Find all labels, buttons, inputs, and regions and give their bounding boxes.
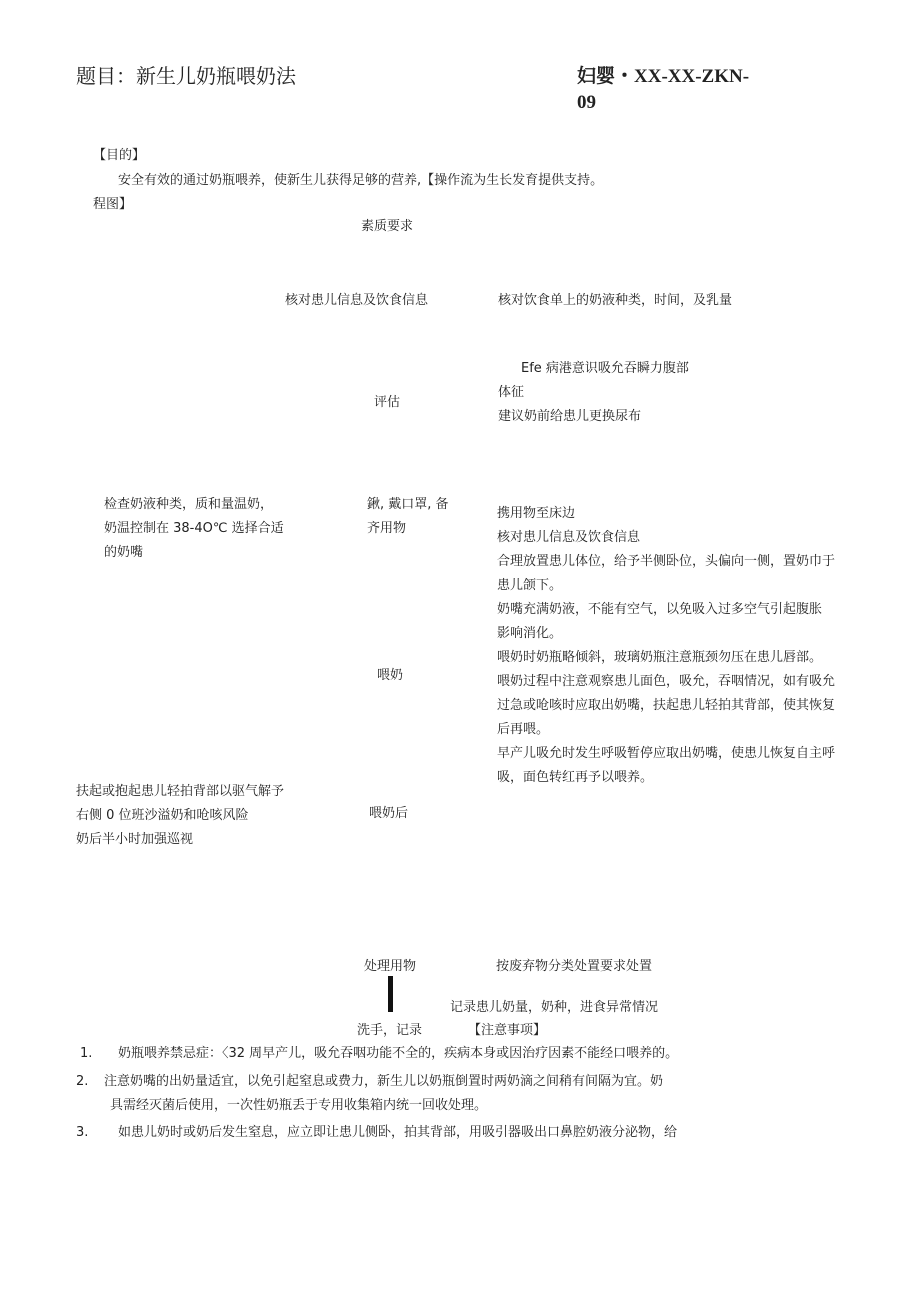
note-text: 奶瓶喂养禁忌症：〈32 周早产儿，吸允吞咽功能不全的，疾病本身或因治疗因素不能经口喂养的。 — [118, 1046, 679, 1061]
assess-detail-line: 体征 — [498, 385, 525, 400]
feed-detail-line: 携用物至床边 — [497, 506, 576, 521]
prep-left-line: 的奶嘴 — [104, 545, 144, 560]
note-item — [76, 1121, 726, 1145]
feed-detail-line: 后再喂。 — [497, 722, 550, 737]
prep-left-line: 检查奶液种类，质和量温奶， — [104, 497, 274, 512]
flow-record-detail: 记录患儿奶量，奶种，进食异常情况 — [450, 1000, 659, 1015]
flow-dispose-detail: 按废弃物分类处置要求处置 — [496, 959, 653, 974]
after-feed-line: 奶后半小时加强巡视 — [76, 832, 194, 847]
after-feed-line: 右侧 0 位班沙溢奶和呛咳风险 — [76, 808, 249, 823]
assess-detail-line: 建议奶前给患儿更换尿布 — [498, 409, 642, 424]
after-feed-line: 扶起或抱起患儿轻拍背部以驱气解予 — [76, 784, 285, 799]
feed-details — [497, 502, 835, 790]
feed-detail-line: 合理放置患儿体位，给予半侧卧位，头偏向一侧，置奶巾于 — [497, 554, 836, 569]
flow-step-dispose: 处理用物 — [364, 959, 417, 974]
prep-center-line: 齐用物 — [367, 521, 407, 536]
feed-detail-line: 核对患儿信息及饮食信息 — [497, 530, 641, 545]
feed-detail-line: 喂奶过程中注意观察患儿面色，吸允，吞咽情况，如有吸允 — [497, 674, 836, 689]
flow-connector-bar — [388, 976, 393, 1012]
document-code-line1: 妇婴・XX-XX-ZKN- — [577, 66, 750, 87]
document-code-line2: 09 — [577, 92, 596, 113]
flow-step-wash: 洗手，记录 — [357, 1023, 423, 1038]
flow-step-check-info: 核对患儿信息及饮食信息 — [285, 293, 429, 308]
feed-detail-line: 喂奶时奶瓶略倾斜，玻璃奶瓶注意瓶颈勿压在患儿唇部。 — [497, 650, 823, 665]
notes-heading: 【注意事项】 — [468, 1023, 547, 1038]
assess-detail-line: Efe 病港意识吸允吞瞬力腹部 — [521, 361, 689, 376]
flow-step-assess: 评估 — [374, 395, 401, 410]
feed-detail-line: 过急或呛咳时应取出奶嘴，扶起患儿轻拍其背部，使其恢复 — [497, 698, 836, 713]
note-number: 2. — [76, 1074, 89, 1089]
feed-detail-line: 患儿颌下。 — [497, 578, 563, 593]
feed-detail-line: 奶嘴充满奶液，不能有空气，以免吸入过多空气引起腹胀 — [497, 602, 823, 617]
note-text: 如患儿奶时或奶后发生窒息，应立即让患儿侧卧，拍其背部，用吸引器吸出口鼻腔奶液分泌物，给 — [118, 1125, 678, 1140]
note-text: 注意奶嘴的出奶量适宜，以免引起窒息或费力，新生儿以奶瓶倒置时两奶滴之间稍有间隔为宜。奶 — [104, 1074, 664, 1089]
flow-heading: 程图】 — [93, 197, 133, 212]
note-item — [76, 1070, 726, 1118]
note-number: 1. — [80, 1046, 93, 1061]
assess-details — [498, 357, 689, 429]
feed-detail-line: 早产儿吸允时发生呼吸暂停应取出奶嘴，使患儿恢复自主呼 — [497, 746, 836, 761]
prep-left-line: 奶温控制在 38-4O℃ 选择合适 — [104, 521, 284, 536]
flow-step-quality: 素质要求 — [361, 219, 414, 234]
purpose-heading: 【目的】 — [93, 148, 146, 163]
prep-left-details — [104, 493, 284, 565]
feed-detail-line: 吸，面色转红再予以喂养。 — [497, 770, 654, 785]
flow-step-feed: 喂奶 — [377, 668, 404, 683]
feed-detail-line: 影响消化。 — [497, 626, 563, 641]
document-title: 题目：新生儿奶瓶喂奶法 — [76, 64, 296, 88]
flow-step-after-feed: 喂奶后 — [369, 806, 409, 821]
flow-check-detail: 核对饮食单上的奶液种类，时间，及乳量 — [498, 293, 733, 308]
prep-center-line: 鍬, 戴口罩, 备 — [367, 497, 449, 512]
flow-step-prep — [367, 493, 449, 541]
purpose-text: 安全有效的通过奶瓶喂养，使新生儿获得足够的营养,【操作流为生长发育提供支持。 — [118, 173, 604, 188]
after-feed-details — [76, 780, 284, 852]
note-number: 3. — [76, 1125, 89, 1140]
note-text-continued: 具需经灭菌后使用，一次性奶瓶丢于专用收集箱内统一回收处理。 — [110, 1098, 488, 1113]
note-item — [80, 1042, 730, 1066]
